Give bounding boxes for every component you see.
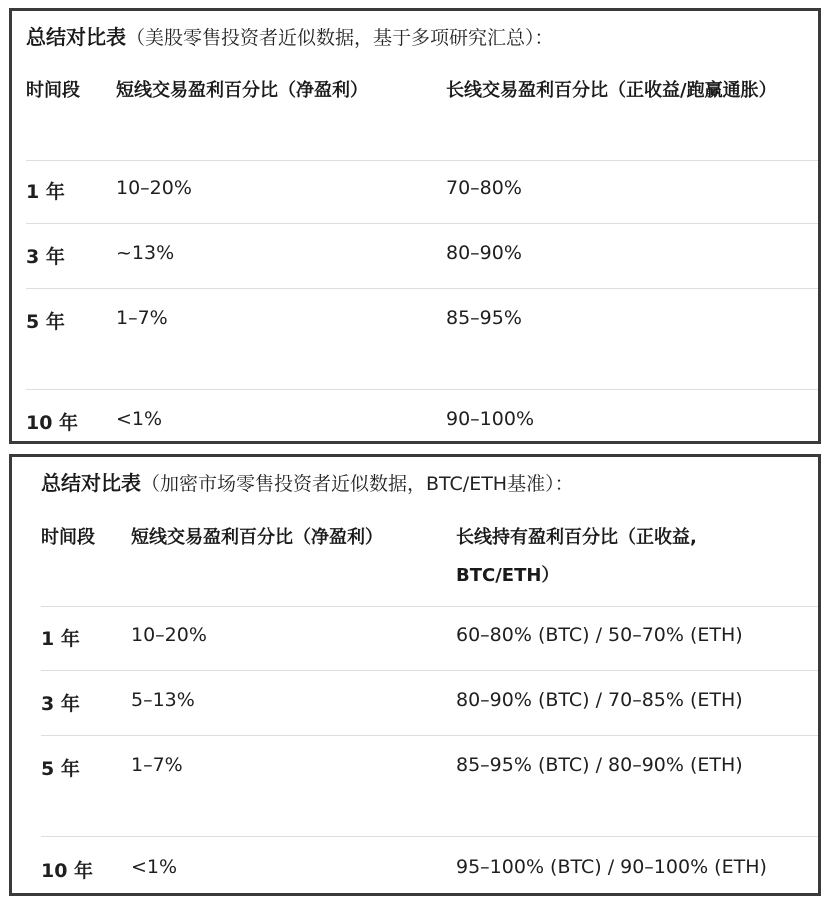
table-title-bold: 总结对比表 <box>26 25 126 49</box>
header-long-term: 长线交易盈利百分比（正收益/跑赢通胀） <box>446 80 777 101</box>
header-period: 时间段 <box>41 527 95 548</box>
row-1-period: 1 年 <box>41 628 80 650</box>
row-divider <box>41 735 818 736</box>
row-divider <box>26 160 818 161</box>
row-2-period: 3 年 <box>41 693 80 715</box>
row-3-short: 1–7% <box>131 754 183 776</box>
us-stock-summary-table <box>9 8 821 444</box>
table-title-rest: （美股零售投资者近似数据，基于多项研究汇总）： <box>126 27 554 49</box>
row-1-long: 70–80% <box>446 177 522 199</box>
row-divider <box>41 836 818 837</box>
row-4-short: <1% <box>116 408 163 430</box>
row-2-long: 80–90% <box>446 242 522 264</box>
row-3-long: 85–95% <box>446 307 522 329</box>
row-4-period: 10 年 <box>26 412 79 434</box>
header-period: 时间段 <box>26 80 80 101</box>
row-1-short: 10–20% <box>116 177 192 199</box>
row-4-long: 95–100% (BTC) / 90–100% (ETH) <box>456 856 767 878</box>
row-4-short: <1% <box>131 856 178 878</box>
header-short-term: 短线交易盈利百分比（净盈利） <box>131 527 383 548</box>
row-4-long: 90–100% <box>446 408 534 430</box>
row-2-short: ~13% <box>116 242 175 264</box>
row-divider <box>41 606 818 607</box>
row-divider <box>41 670 818 671</box>
row-2-period: 3 年 <box>26 246 65 268</box>
row-3-period: 5 年 <box>41 758 80 780</box>
table-title-bold: 总结对比表 <box>41 471 141 495</box>
row-divider <box>26 223 818 224</box>
row-1-long: 60–80% (BTC) / 50–70% (ETH) <box>456 624 743 646</box>
table-title <box>41 467 574 496</box>
row-3-period: 5 年 <box>26 311 65 333</box>
row-1-short: 10–20% <box>131 624 207 646</box>
header-short-term: 短线交易盈利百分比（净盈利） <box>116 80 368 101</box>
row-3-long: 85–95% (BTC) / 80–90% (ETH) <box>456 754 743 776</box>
table-title <box>26 21 554 50</box>
crypto-summary-table <box>9 454 821 896</box>
row-2-long: 80–90% (BTC) / 70–85% (ETH) <box>456 689 743 711</box>
row-2-short: 5–13% <box>131 689 195 711</box>
header-long-term: 长线持有盈利百分比（正收益, BTC/ETH） <box>456 527 697 586</box>
row-4-period: 10 年 <box>41 860 94 882</box>
table-title-rest: （加密市场零售投资者近似数据，BTC/ETH基准）： <box>141 473 574 495</box>
row-1-period: 1 年 <box>26 181 65 203</box>
row-divider <box>26 288 818 289</box>
row-3-short: 1–7% <box>116 307 168 329</box>
row-divider <box>26 389 818 390</box>
